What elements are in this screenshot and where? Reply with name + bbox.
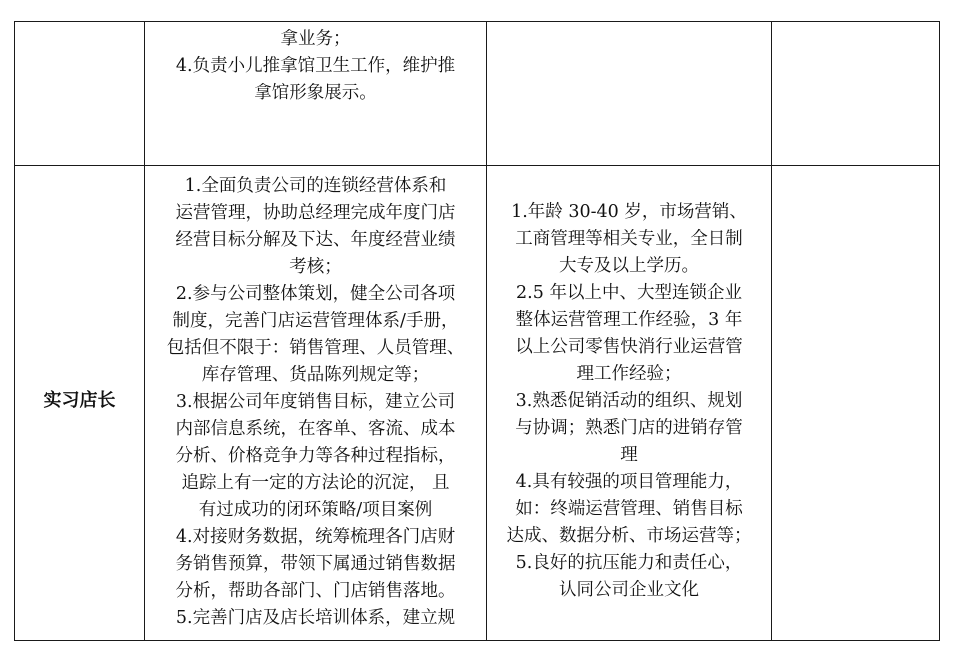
table-border-right [939, 21, 940, 641]
top-duties-cell [145, 26, 486, 164]
requirements-cell [487, 199, 771, 619]
requirements-line: 大专及以上学历。 [559, 256, 699, 276]
duties-line: 2.参与公司整体策划，健全公司各项 [175, 284, 456, 304]
duties-line: 运营管理，协助总经理完成年度门店 [175, 203, 456, 223]
duties-line: 追踪上有一定的方法论的沉淀， 且 [181, 473, 450, 493]
duties-line: 4.对接财务数据，统筹梳理各门店财 [175, 527, 456, 547]
requirements-line: 理 [620, 445, 638, 465]
duties-line: 库存管理、货品陈列规定等； [201, 365, 430, 385]
requirements-line: 1.年龄 30-40 岁，市场营销、 [511, 202, 747, 222]
requirements-line: 以上公司零售快消行业运营管 [515, 337, 743, 357]
duties-line: 考核； [289, 257, 342, 277]
requirements-line: 5.良好的抗压能力和责任心， [515, 553, 743, 573]
duties-line: 3.根据公司年度销售目标，建立公司 [175, 392, 456, 412]
requirements-line: 3.熟悉促销活动的组织、规划 [515, 391, 743, 411]
duties-line: 务销售预算，带领下属通过销售数据 [175, 554, 456, 574]
requirements-line: 4.具有较强的项目管理能力， [515, 472, 743, 492]
duties-line: 分析，帮助各部门、门店销售落地。 [175, 581, 456, 601]
duties-line: 1.全面负责公司的连锁经营体系和 [184, 176, 447, 196]
duties-line: 4.负责小儿推拿馆卫生工作，维护推 [175, 56, 456, 76]
duties-line: 拿业务； [280, 29, 351, 49]
duties-line: 经营目标分解及下达、年度经营业绩 [175, 230, 456, 250]
duties-line: 分析、价格竞争力等各种过程指标， [175, 446, 456, 466]
duties-line: 5.完善门店及店长培训体系，建立规 [175, 608, 456, 628]
job-table [14, 21, 940, 641]
duties-line: 内部信息系统，在客单、客流、成本 [175, 419, 456, 439]
table-border-left [14, 21, 15, 641]
requirements-line: 达成、数据分析、市场运营等； [506, 526, 752, 546]
requirements-line: 认同公司企业文化 [559, 580, 699, 600]
requirements-line: 整体运营管理工作经验，3 年 [515, 310, 743, 330]
requirements-line: 工商管理等相关专业，全日制 [515, 229, 743, 249]
requirements-line: 与协调；熟悉门店的进销存管 [515, 418, 743, 438]
duties-line: 有过成功的闭环策略/项目案例 [198, 500, 433, 520]
duties-line: 包括但不限于：销售管理、人员管理、 [166, 338, 465, 358]
table-border-bottom [14, 640, 940, 641]
column-divider [771, 21, 772, 641]
requirements-line: 理工作经验； [576, 364, 682, 384]
position-title: 实习店长 [43, 390, 116, 411]
row-divider [14, 165, 940, 166]
duties-line: 拿馆形象展示。 [254, 83, 377, 103]
duties-cell [145, 173, 486, 639]
requirements-line: 2.5 年以上中、大型连锁企业 [516, 283, 742, 303]
table-border-top [14, 21, 940, 22]
requirements-line: 如：终端运营管理、销售目标 [515, 499, 743, 519]
duties-line: 制度，完善门店运营管理体系/手册， [172, 311, 459, 331]
